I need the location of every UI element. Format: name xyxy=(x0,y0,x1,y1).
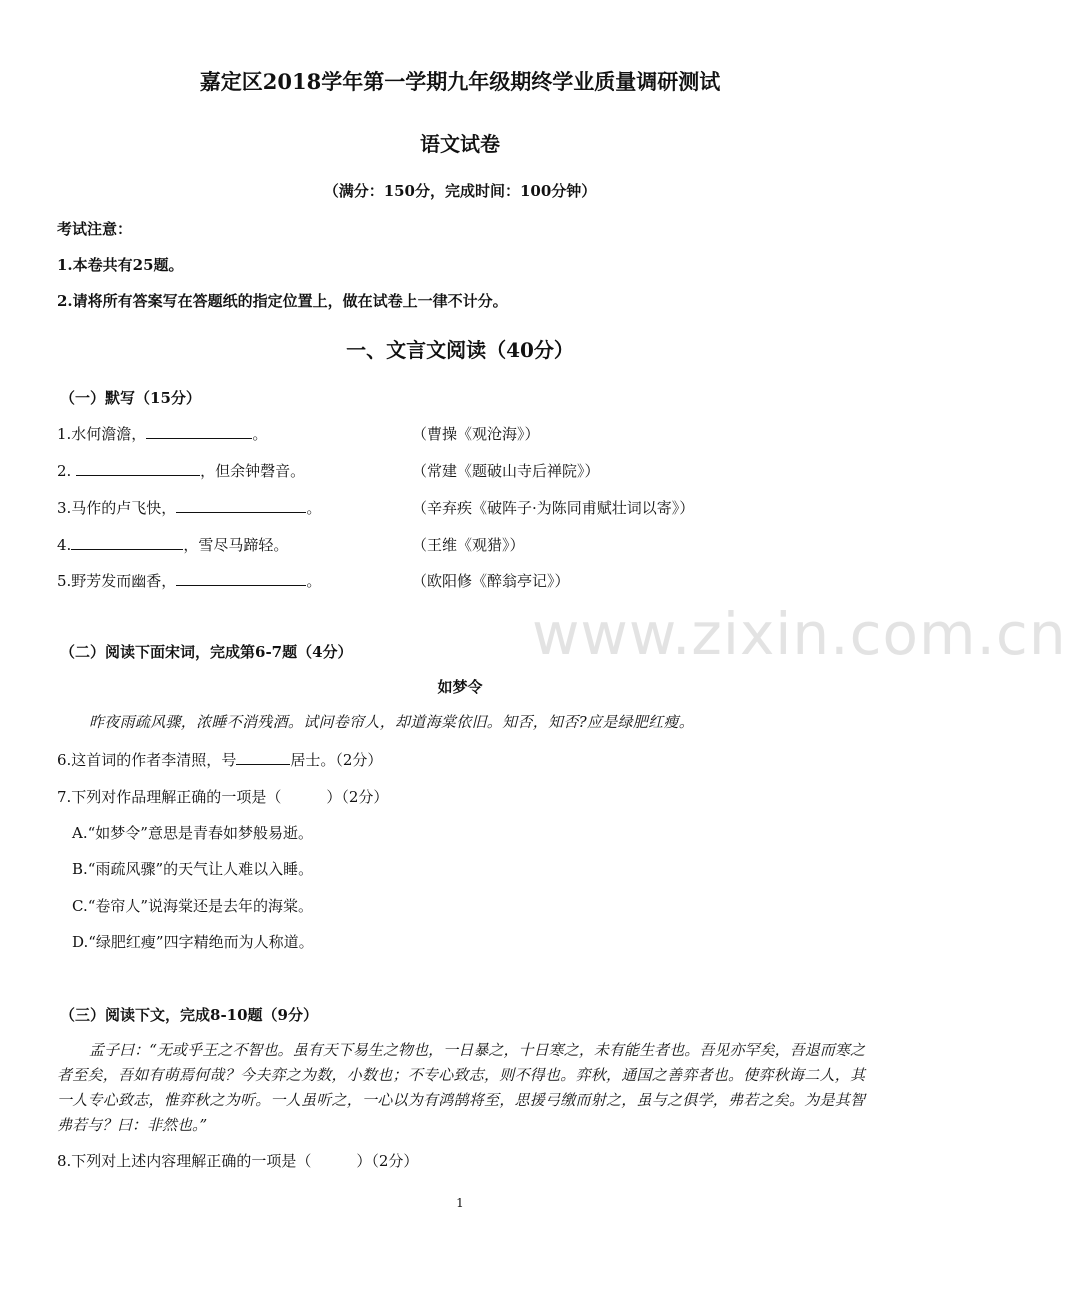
answer-blank-1 xyxy=(146,424,252,439)
question-1-end: 。 xyxy=(252,425,268,443)
notice-heading: 考试注意： xyxy=(57,220,133,238)
poem-title: 如梦令 xyxy=(437,678,483,696)
answer-blank-3 xyxy=(176,498,306,513)
poem-text: 昨夜雨疏风骤，浓睡不消残酒。试问卷帘人，却道海棠依旧。知否，知否?应是绿肥红瘦。 xyxy=(89,713,695,731)
question-3-end: 。 xyxy=(306,499,322,517)
question-1 xyxy=(57,423,267,444)
question-4-text: 4. xyxy=(57,536,72,554)
notice-item-1: 1.本卷共有25题。 xyxy=(57,256,184,274)
question-1-text: 1.水何澹澹， xyxy=(57,425,147,443)
source-1: （曹操《观沧海》） xyxy=(412,425,540,443)
question-6-end: 居士。（2分） xyxy=(290,751,383,769)
question-4 xyxy=(57,534,288,555)
source-5: （欧阳修《醉翁亭记》） xyxy=(412,572,570,590)
question-5 xyxy=(57,570,321,591)
option-a: A.“如梦令”意思是青春如梦般易逝。 xyxy=(72,824,313,842)
question-6-text: 6.这首词的作者李清照，号 xyxy=(57,751,237,769)
answer-blank-5 xyxy=(176,571,306,586)
answer-blank-4 xyxy=(71,535,183,550)
answer-blank-2 xyxy=(76,461,200,476)
question-6 xyxy=(57,749,382,770)
option-c: C.“卷帘人”说海棠还是去年的海棠。 xyxy=(72,897,314,915)
exam-subtitle: 语文试卷 xyxy=(420,132,500,156)
notice-item-2: 2.请将所有答案写在答题纸的指定位置上，做在试卷上一律不计分。 xyxy=(57,292,508,310)
source-4: （王维《观猎》） xyxy=(412,536,525,554)
option-d: D.“绿肥红瘦”四字精绝而为人称道。 xyxy=(72,933,314,951)
question-7: 7.下列对作品理解正确的一项是（ ）（2分） xyxy=(57,788,389,806)
question-3-text: 3.马作的卢飞快， xyxy=(57,499,177,517)
question-4-end: ，雪尽马蹄轻。 xyxy=(183,536,289,554)
source-2: （常建《题破山寺后禅院》） xyxy=(412,462,600,480)
part3-heading: （三）阅读下文，完成8-10题（9分） xyxy=(60,1006,318,1024)
question-5-end: 。 xyxy=(306,572,322,590)
exam-title: 嘉定区2018学年第一学期九年级期终学业质量调研测试 xyxy=(199,69,721,94)
question-2 xyxy=(57,460,305,481)
section-title: 一、文言文阅读（40分） xyxy=(346,338,574,362)
exam-meta: （满分：150分，完成时间：100分钟） xyxy=(323,182,597,200)
answer-blank-6 xyxy=(236,750,290,765)
source-3: （辛弃疾《破阵子·为陈同甫赋壮词以寄》） xyxy=(412,499,695,517)
question-5-text: 5.野芳发而幽香， xyxy=(57,572,177,590)
part2-heading: （二）阅读下面宋词，完成第6-7题（4分） xyxy=(60,643,353,661)
question-2-text: 2. xyxy=(57,462,77,480)
question-3 xyxy=(57,497,321,518)
page-number: 1 xyxy=(456,1196,464,1210)
watermark: www.zixin.com.cn xyxy=(532,600,1067,668)
question-2-end: ，但余钟磬音。 xyxy=(200,462,306,480)
passage-text: 孟子曰：“无或乎王之不智也。虽有天下易生之物也，一日暴之，十日寒之，未有能生者也。吾见亦罕矣，吾退而寒之者至矣，吾如有萌焉何哉？今夫弈之为数，小数也；不专心致志，则不得也。弈秋，通国之善弈者也。使弈秋诲二人，其一人专心致志，惟弈秋之为听。一人虽听之，一心以为有鸿鹄将至，思援弓缴而射之，虽与之俱学，弗若之矣。为是其智弗若与？曰：非然也。” xyxy=(57,1041,865,1134)
part1-heading: （一）默写（15分） xyxy=(60,389,201,407)
option-b: B.“雨疏风骤”的天气让人难以入睡。 xyxy=(72,860,314,878)
question-8: 8.下列对上述内容理解正确的一项是（ ）（2分） xyxy=(57,1152,419,1170)
